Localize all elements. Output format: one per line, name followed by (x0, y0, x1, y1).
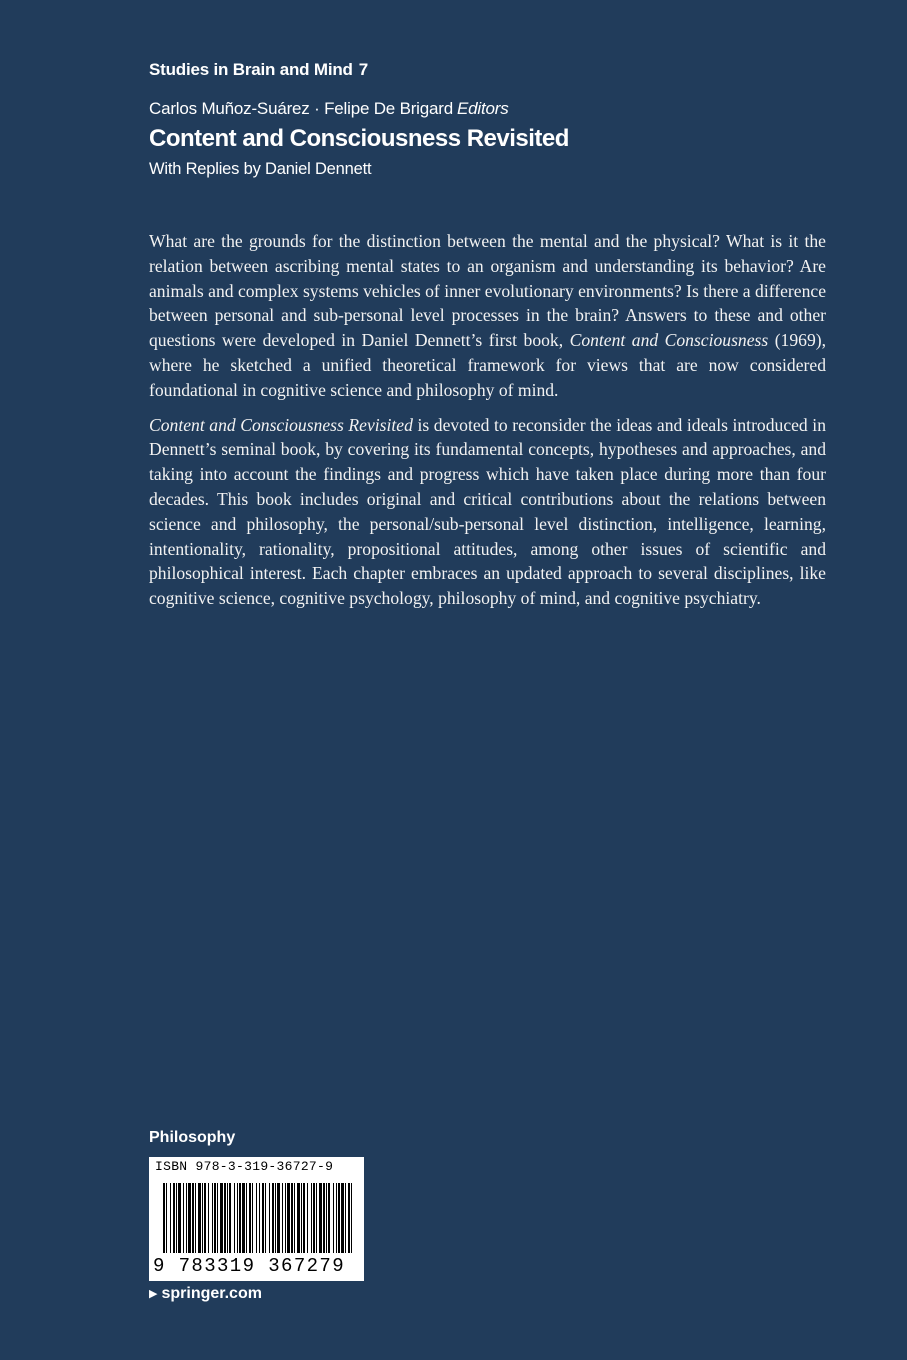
barcode-bar (234, 1183, 235, 1253)
barcode-bar (319, 1183, 322, 1253)
isbn-barcode (149, 1157, 364, 1281)
barcode-bar (311, 1183, 312, 1253)
subject-category: Philosophy (149, 1129, 236, 1146)
barcode-bar (246, 1183, 247, 1253)
barcode-bar (186, 1183, 187, 1253)
book-title: Content and Consciousness Revisited (149, 125, 569, 152)
barcode-bar (287, 1183, 290, 1253)
barcode-bar (341, 1183, 344, 1253)
barcode-digits: 9 783319 367279 (153, 1255, 346, 1277)
barcode-bar (307, 1183, 308, 1253)
barcode-bar (239, 1183, 241, 1253)
barcode-bar (208, 1183, 209, 1253)
barcode-bar (313, 1183, 315, 1253)
barcode-bar (224, 1183, 226, 1253)
blurb-paragraph-1: What are the grounds for the distinction between the mental and the physical? What is it the relation between ascribing mental states to an organism and understanding its behavior? Are animals and complex systems vehicles of inner evolutionary environments? Is there a difference between personal and sub-personal level processes in the brain? Answers to these and other questions were developed in Daniel Dennett’s first book, Content and Consciousness (1969), where he sketched a unified theoretical framework for views that are now considered foundational in cognitive science and philosophy of mind. (149, 231, 827, 400)
barcode-bar (333, 1183, 334, 1253)
series-name: Studies in Brain and Mind (149, 60, 353, 79)
back-cover-blurb (149, 229, 826, 621)
barcode-bar (269, 1183, 270, 1253)
barcode-bar (227, 1183, 228, 1253)
barcode-bar (183, 1183, 184, 1253)
publisher-website (149, 1285, 262, 1303)
barcode-bar (170, 1183, 171, 1253)
barcode-bar (282, 1183, 283, 1253)
barcode-bar (249, 1183, 251, 1253)
series-volume: 7 (358, 60, 368, 79)
barcode-bar (242, 1183, 245, 1253)
barcode-bars (149, 1179, 364, 1257)
barcode-bar (265, 1183, 266, 1253)
barcode-bar (214, 1183, 216, 1253)
barcode-bar (163, 1183, 165, 1253)
barcode-bar (316, 1183, 317, 1253)
barcode-bar (275, 1183, 276, 1253)
barcode-bar (252, 1183, 253, 1253)
barcode-bar (294, 1183, 295, 1253)
barcode-bar (259, 1183, 260, 1253)
barcode-bar (176, 1183, 177, 1253)
barcode-bar (204, 1183, 206, 1253)
barcode-bar (345, 1183, 346, 1253)
barcode-bar (336, 1183, 337, 1253)
triangle-right-icon: ▶ (149, 1288, 158, 1300)
barcode-bar (262, 1183, 264, 1253)
barcode-bar (326, 1183, 327, 1253)
blurb-paragraph-2: Content and Consciousness Revisited is devoted to reconsider the ideas and ideals introduced in Dennett’s seminal book, by covering its fundamental concepts, hypotheses and approaches, and taking into account the findings and progress which have taken place during more than four decades. This book includes original and critical contributions about the relations between science and philosophy, the personal/sub-personal level distinction, intelligence, learning, intentionality, rationality, propositional attitudes, among other issues of scientific and philosophical interest. Each chapter embraces an updated approach to several disciplines, like cognitive science, cognitive psychology, philosophy of mind, and cognitive psychiatry. (149, 414, 826, 609)
barcode-bar (301, 1183, 302, 1253)
barcode-bar (285, 1183, 286, 1253)
barcode-bar (188, 1183, 191, 1253)
barcode-bar (291, 1183, 293, 1253)
barcode-bar (348, 1183, 350, 1253)
barcode-bar (303, 1183, 305, 1253)
editor-names: Carlos Muñoz-Suárez · Felipe De Brigard (149, 99, 453, 118)
barcode-bar (323, 1183, 325, 1253)
book-subtitle: With Replies by Daniel Dennett (149, 160, 372, 178)
barcode-bar (166, 1183, 167, 1253)
barcode-bar (212, 1183, 213, 1253)
barcode-bar (338, 1183, 340, 1253)
barcode-bar (178, 1183, 181, 1253)
barcode-bar (220, 1183, 223, 1253)
barcode-bar (229, 1183, 231, 1253)
barcode-bar (277, 1183, 280, 1253)
barcode-bar (202, 1183, 203, 1253)
barcode-bar (297, 1183, 300, 1253)
barcode-bar (272, 1183, 274, 1253)
barcode-bar (351, 1183, 352, 1253)
editors-line (149, 99, 509, 119)
barcode-bar (237, 1183, 238, 1253)
series-line (149, 60, 368, 80)
barcode-bar (173, 1183, 175, 1253)
barcode-bar (328, 1183, 330, 1253)
isbn-label: ISBN 978-3-319-36727-9 (155, 1159, 334, 1174)
editors-role: Editors (457, 99, 509, 118)
barcode-bar (192, 1183, 194, 1253)
barcode-bar (195, 1183, 196, 1253)
barcode-bar (217, 1183, 218, 1253)
barcode-bar (256, 1183, 257, 1253)
website-label: springer.com (161, 1285, 262, 1302)
barcode-bar (198, 1183, 201, 1253)
